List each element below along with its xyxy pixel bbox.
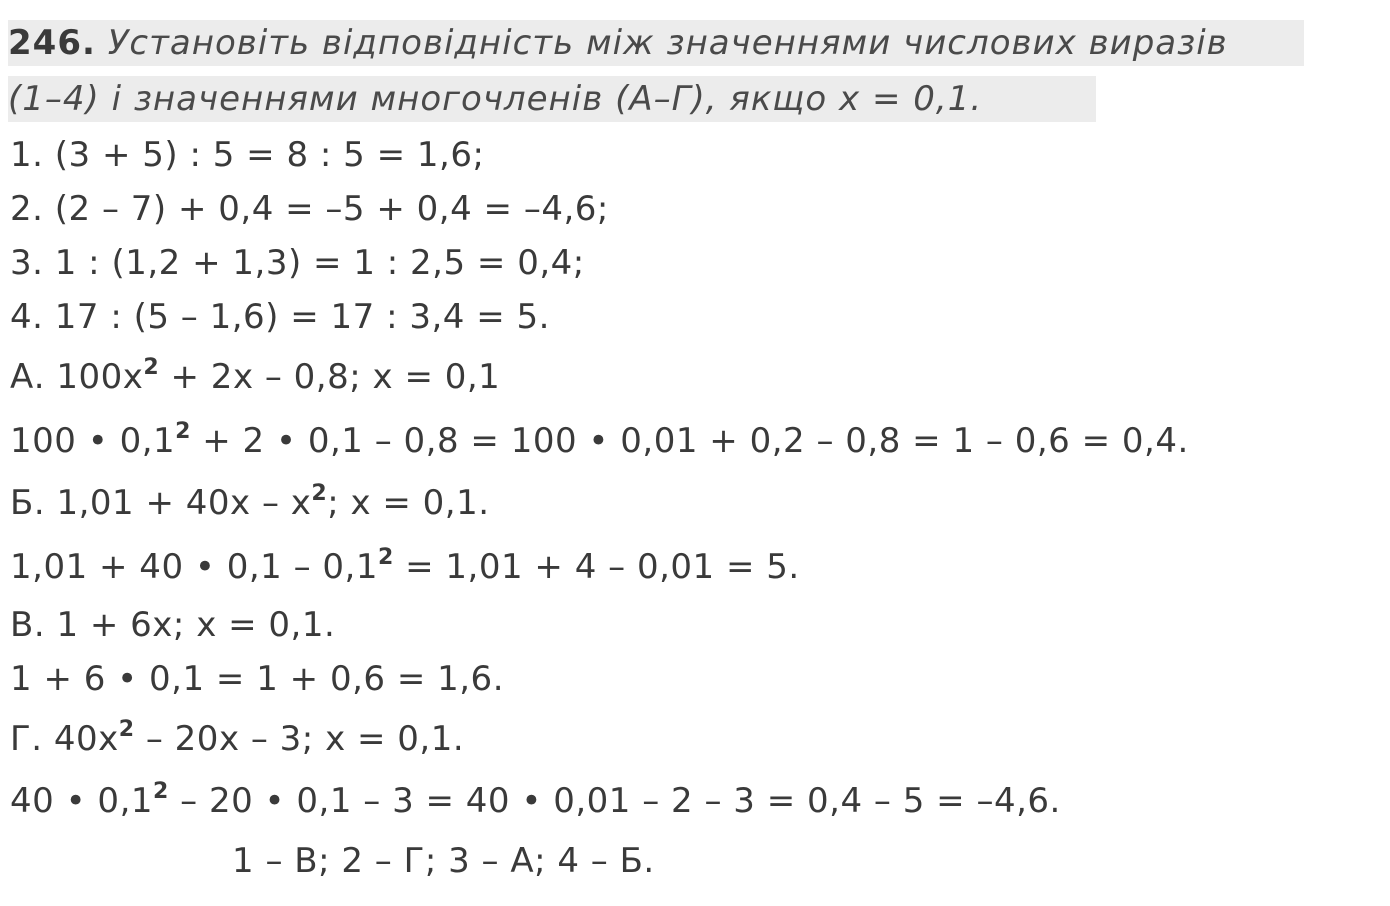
polynomial-v-definition: В. 1 + 6x; x = 0,1. bbox=[10, 605, 336, 645]
expression-4: 4. 17 : (5 – 1,6) = 17 : 3,4 = 5. bbox=[10, 297, 550, 337]
polynomial-v-calculation: 1 + 6 • 0,1 = 1 + 0,6 = 1,6. bbox=[10, 659, 505, 699]
problem-statement-part1: Установіть відповідність між значеннями числових виразів bbox=[95, 23, 1228, 63]
polynomial-a-definition bbox=[10, 354, 500, 400]
problem-statement-part2: (1–4) і значеннями многочленів (А–Г), якщо x = 0,1. bbox=[8, 79, 983, 119]
problem-number: 246. bbox=[8, 23, 96, 63]
polynomial-g-def-post: – 20x – 3; x = 0,1. bbox=[134, 719, 465, 759]
expression-2: 2. (2 – 7) + 0,4 = –5 + 0,4 = –4,6; bbox=[10, 189, 609, 229]
exponent: 2 bbox=[153, 779, 169, 804]
polynomial-a-calc-post: + 2 • 0,1 – 0,8 = 100 • 0,01 + 0,2 – 0,8 = 1 – 0,6 = 0,4. bbox=[190, 421, 1189, 461]
exponent: 2 bbox=[175, 419, 191, 444]
polynomial-g-calculation bbox=[10, 778, 1061, 824]
polynomial-g-calc-pre: 40 • 0,1 bbox=[10, 781, 154, 821]
exponent: 2 bbox=[118, 717, 135, 742]
polynomial-b-def-post: ; x = 0,1. bbox=[327, 483, 490, 523]
polynomial-b-definition bbox=[10, 480, 490, 526]
exponent: 2 bbox=[143, 355, 160, 380]
polynomial-b-calc-pre: 1,01 + 40 • 0,1 – 0,1 bbox=[10, 547, 378, 587]
polynomial-a-calculation bbox=[10, 418, 1189, 464]
expression-3: 3. 1 : (1,2 + 1,3) = 1 : 2,5 = 0,4; bbox=[10, 243, 585, 283]
exponent: 2 bbox=[311, 481, 328, 506]
polynomial-g-calc-post: – 20 • 0,1 – 3 = 40 • 0,01 – 2 – 3 = 0,4 – 5 = –4,6. bbox=[168, 781, 1061, 821]
polynomial-a-calc-pre: 100 • 0,1 bbox=[10, 421, 176, 461]
answer: 1 – В; 2 – Г; 3 – А; 4 – Б. bbox=[232, 841, 655, 881]
exponent: 2 bbox=[378, 545, 394, 570]
expression-1: 1. (3 + 5) : 5 = 8 : 5 = 1,6; bbox=[10, 135, 485, 175]
polynomial-g-definition bbox=[10, 716, 464, 762]
polynomial-b-calc-post: = 1,01 + 4 – 0,01 = 5. bbox=[393, 547, 800, 587]
polynomial-a-def-pre: А. 100x bbox=[10, 357, 144, 397]
problem-header-line-1 bbox=[8, 20, 1304, 66]
polynomial-b-calculation bbox=[10, 544, 800, 590]
polynomial-b-def-pre: Б. 1,01 + 40x – x bbox=[10, 483, 312, 523]
polynomial-a-def-post: + 2x – 0,8; x = 0,1 bbox=[159, 357, 501, 397]
problem-header-line-2 bbox=[8, 76, 1096, 122]
polynomial-g-def-pre: Г. 40x bbox=[10, 719, 119, 759]
